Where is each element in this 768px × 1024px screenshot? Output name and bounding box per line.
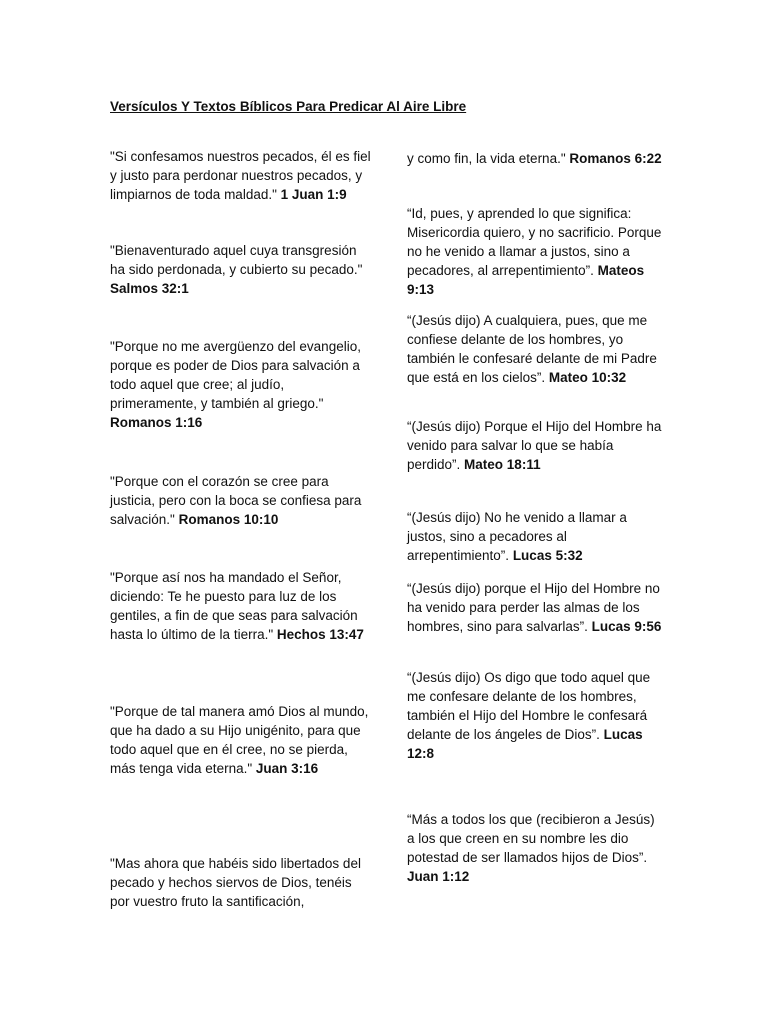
page-title: Versículos Y Textos Bíblicos Para Predicar Al Aire Libre	[110, 99, 467, 114]
verse-text: “Más a todos los que (recibieron a Jesús) a los que creen en su nombre les dio potestad de ser llamados hijos de Dios”.	[407, 812, 655, 865]
verse-text: “(Jesús dijo) A cualquiera, pues, que me confiese delante de los hombres, yo también le confesaré delante de mi Padre que está en los cielos”.	[407, 313, 657, 385]
verse-text: "Bienaventurado aquel cuya transgresión ha sido perdonada, y cubierto su pecado."	[110, 243, 363, 277]
verse-reference: Romanos 1:16	[110, 415, 203, 430]
verse-text: "Porque con el corazón se cree para justicia, pero con la boca se confiesa para salvación."	[110, 474, 362, 527]
verse-text: “(Jesús dijo) Os digo que todo aquel que me confesare delante de los hombres, también el Hijo del Hombre le confesará delante de los ángeles de Dios”.	[407, 670, 651, 742]
verse-mateo-10-32	[407, 311, 662, 387]
verse-reference: 1 Juan 1:9	[280, 187, 347, 202]
verse-reference: Lucas 12:8	[407, 727, 643, 761]
verse-text: “(Jesús dijo) porque el Hijo del Hombre no ha venido para perder las almas de los hombres, sino para salvarlas”.	[407, 581, 660, 634]
verse-text: "Si confesamos nuestros pecados, él es fiel y justo para perdonar nuestros pecados, y limpiarnos de toda maldad."	[110, 149, 371, 202]
verse-lucas-5-32	[407, 508, 662, 565]
verse-reference: Lucas 9:56	[591, 619, 662, 634]
verse-reference: Hechos 13:47	[276, 627, 364, 642]
verse-text: “Id, pues, y aprended lo que significa: Misericordia quiero, y no sacrificio. Porque no he venido a llamar a justos, sino a pecadores, al arrepentimiento”.	[407, 206, 662, 278]
verse-mateos-9-13	[407, 204, 662, 299]
verse-text: "Porque de tal manera amó Dios al mundo, que ha dado a su Hijo unigénito, para que todo aquel que en él cree, no se pierda, más tenga vida eterna."	[110, 704, 369, 776]
verse-reference: Juan 3:16	[255, 761, 319, 776]
verse-juan-1-12	[407, 810, 662, 886]
verse-text: "Porque así nos ha mandado el Señor, diciendo: Te he puesto para luz de los gentiles, a fin de que seas para salvación hasta lo último de la tierra."	[110, 570, 358, 642]
verse-juan-3-16	[110, 702, 372, 778]
verse-lucas-12-8	[407, 668, 662, 763]
verse-text: “(Jesús dijo) No he venido a llamar a justos, sino a pecadores al arrepentimiento”.	[407, 510, 627, 563]
verse-romanos-6-22-start	[110, 854, 372, 911]
verse-reference: Lucas 5:32	[512, 548, 583, 563]
verse-reference: Juan 1:12	[407, 869, 470, 884]
verse-reference: Romanos 10:10	[178, 512, 279, 527]
verse-lucas-9-56	[407, 579, 662, 636]
verse-text: y como fin, la vida eterna."	[407, 151, 570, 166]
verse-text: "Mas ahora que habéis sido libertados del pecado y hechos siervos de Dios, tenéis por vuestro fruto la santificación,	[110, 856, 361, 909]
verse-1-juan-1-9	[110, 147, 372, 204]
verse-reference: Romanos 6:22	[569, 151, 662, 166]
verse-romanos-10-10	[110, 472, 372, 529]
verse-reference: Mateo 10:32	[548, 370, 627, 385]
verse-salmos-32-1	[110, 241, 372, 298]
verse-text: "Porque no me avergüenzo del evangelio, porque es poder de Dios para salvación a todo aquel que cree; al judío, primeramente, y también al griego."	[110, 339, 361, 411]
verse-text: “(Jesús dijo) Porque el Hijo del Hombre ha venido para salvar lo que se había perdido”.	[407, 419, 662, 472]
verse-hechos-13-47	[110, 568, 372, 644]
verse-romanos-6-22-end	[407, 149, 662, 168]
verse-reference: Mateos 9:13	[407, 263, 645, 297]
verse-mateo-18-11	[407, 417, 662, 474]
verse-reference: Mateo 18:11	[464, 457, 541, 472]
verse-romanos-1-16	[110, 337, 372, 432]
verse-reference: Salmos 32:1	[110, 281, 189, 296]
